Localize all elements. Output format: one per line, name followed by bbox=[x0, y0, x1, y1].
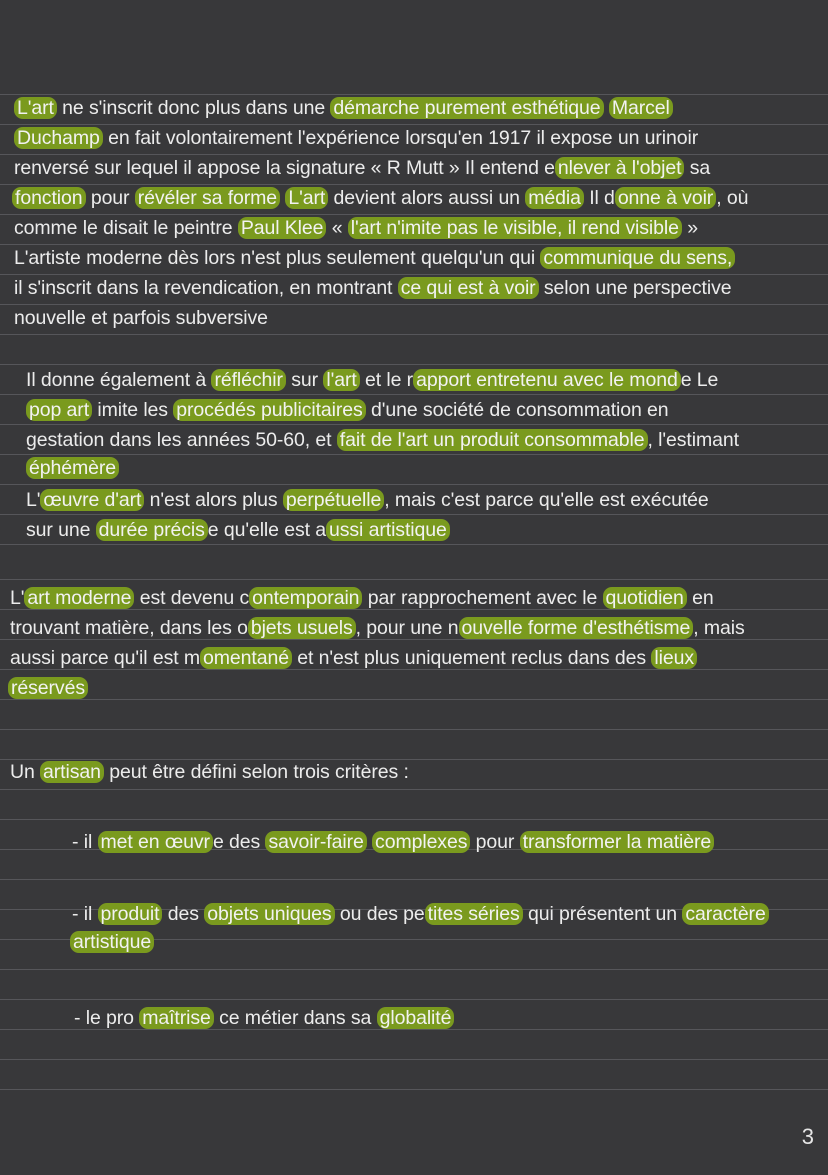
highlighted-text: l'art n'imite pas le visible, il rend visible bbox=[348, 217, 682, 239]
highlighted-text: fonction bbox=[12, 187, 86, 209]
highlighted-text: réfléchir bbox=[211, 369, 285, 391]
text-segment: ce métier dans sa bbox=[213, 1007, 377, 1029]
text-segment: , où bbox=[716, 187, 749, 209]
text-segment: et n'est plus uniquement reclus dans des bbox=[291, 647, 652, 669]
text-segment: L' bbox=[10, 587, 25, 609]
text-line bbox=[14, 246, 735, 270]
text-segment: trouvant matière, dans les o bbox=[10, 617, 248, 639]
text-segment: e Le bbox=[680, 369, 719, 391]
text-segment: e des bbox=[212, 831, 266, 853]
text-segment: et le r bbox=[359, 369, 414, 391]
rule-line bbox=[0, 304, 828, 305]
text-line bbox=[14, 96, 673, 120]
text-line bbox=[26, 398, 669, 422]
highlighted-text: ussi artistique bbox=[326, 519, 450, 541]
highlighted-text: apport entretenu avec le mond bbox=[413, 369, 681, 391]
highlighted-text: onne à voir bbox=[615, 187, 716, 209]
highlighted-text: savoir-faire bbox=[265, 831, 366, 853]
rule-line bbox=[0, 184, 828, 185]
text-segment: - il bbox=[72, 903, 98, 925]
text-segment: il s'inscrit dans la revendication, en montrant bbox=[14, 277, 398, 299]
text-segment: - il bbox=[72, 831, 98, 853]
text-segment: gestation dans les années 50-60, et bbox=[26, 429, 337, 451]
rule-line bbox=[0, 514, 828, 515]
text-segment: qui présentent un bbox=[522, 903, 683, 925]
highlighted-text: média bbox=[525, 187, 584, 209]
text-line bbox=[12, 186, 748, 210]
text-segment: pour bbox=[85, 187, 135, 209]
rule-line bbox=[0, 879, 828, 880]
rule-line bbox=[0, 124, 828, 125]
text-segment: comme le disait le peintre bbox=[14, 217, 238, 239]
rule-line bbox=[0, 454, 828, 455]
highlighted-text: nlever à l'objet bbox=[555, 157, 685, 179]
highlighted-text: ouvelle forme d'esthétisme bbox=[459, 617, 694, 639]
rule-line bbox=[0, 244, 828, 245]
text-segment: en bbox=[686, 587, 714, 609]
rule-line bbox=[0, 789, 828, 790]
rule-line bbox=[0, 424, 828, 425]
highlighted-text: artisan bbox=[40, 761, 104, 783]
rule-line bbox=[0, 699, 828, 700]
rule-line bbox=[0, 729, 828, 730]
text-segment: en fait volontairement l'expérience lorsqu'en 1917 il expose un urinoir bbox=[102, 127, 699, 149]
text-segment: des bbox=[162, 903, 205, 925]
text-segment: par rapprochement avec le bbox=[362, 587, 603, 609]
highlighted-text: omentané bbox=[200, 647, 292, 669]
text-line bbox=[26, 368, 718, 392]
text-segment: sur bbox=[285, 369, 324, 391]
rule-line bbox=[0, 394, 828, 395]
text-line bbox=[26, 488, 709, 512]
text-segment: ou des pe bbox=[334, 903, 425, 925]
rule-line bbox=[0, 579, 828, 580]
text-segment: , mais c'est parce qu'elle est exécutée bbox=[384, 489, 709, 511]
text-segment: peut être défini selon trois critères : bbox=[103, 761, 409, 783]
highlighted-text: maîtrise bbox=[139, 1007, 214, 1029]
text-line bbox=[10, 646, 697, 670]
text-segment: , mais bbox=[693, 617, 745, 639]
text-segment: ne s'inscrit donc plus dans une bbox=[56, 97, 331, 119]
highlighted-text: L'art bbox=[14, 97, 57, 119]
highlighted-text: perpétuelle bbox=[283, 489, 384, 511]
text-line bbox=[14, 216, 698, 240]
highlighted-text: ontemporain bbox=[249, 587, 362, 609]
highlighted-text: met en œuvr bbox=[98, 831, 213, 853]
highlighted-text: quotidien bbox=[603, 587, 687, 609]
text-line bbox=[70, 930, 154, 954]
text-line bbox=[26, 428, 739, 452]
text-segment: sur une bbox=[26, 519, 96, 541]
text-segment: , l'estimant bbox=[647, 429, 739, 451]
rule-line bbox=[0, 999, 828, 1000]
highlighted-text: complexes bbox=[372, 831, 470, 853]
text-line bbox=[14, 306, 268, 330]
text-line bbox=[74, 1006, 454, 1030]
highlighted-text: art moderne bbox=[24, 587, 134, 609]
text-segment: e qu'elle est a bbox=[207, 519, 327, 541]
highlighted-text: fait de l'art un produit consommable bbox=[337, 429, 648, 451]
text-line bbox=[26, 456, 119, 480]
rule-line bbox=[0, 214, 828, 215]
rule-line bbox=[0, 484, 828, 485]
text-segment: devient alors aussi un bbox=[328, 187, 526, 209]
text-line bbox=[72, 902, 769, 926]
rule-line bbox=[0, 154, 828, 155]
text-segment: sa bbox=[684, 157, 711, 179]
highlighted-text: l'art bbox=[323, 369, 359, 391]
highlighted-text: durée précis bbox=[96, 519, 208, 541]
rule-line bbox=[0, 334, 828, 335]
highlighted-text: globalité bbox=[377, 1007, 455, 1029]
text-segment: d'une société de consommation en bbox=[365, 399, 669, 421]
rule-line bbox=[0, 1089, 828, 1090]
highlighted-text: œuvre d'art bbox=[40, 489, 144, 511]
rule-line bbox=[0, 364, 828, 365]
text-segment: L' bbox=[26, 489, 41, 511]
highlighted-text: L'art bbox=[285, 187, 328, 209]
highlighted-text: communique du sens, bbox=[540, 247, 735, 269]
text-segment: L'artiste moderne dès lors n'est plus seulement quelqu'un qui bbox=[14, 247, 541, 269]
text-line bbox=[10, 760, 409, 784]
text-segment: » bbox=[681, 217, 698, 239]
highlighted-text: Marcel bbox=[609, 97, 673, 119]
rule-line bbox=[0, 544, 828, 545]
page-number: 3 bbox=[801, 1124, 814, 1149]
highlighted-text: éphémère bbox=[26, 457, 119, 479]
highlighted-text: produit bbox=[98, 903, 163, 925]
text-line bbox=[10, 586, 714, 610]
text-segment: imite les bbox=[92, 399, 174, 421]
highlighted-text: lieux bbox=[651, 647, 697, 669]
rule-line bbox=[0, 819, 828, 820]
text-segment: nouvelle et parfois subversive bbox=[14, 307, 268, 329]
text-segment: renversé sur lequel il appose la signature « R Mutt » Il entend e bbox=[14, 157, 555, 179]
highlighted-text: procédés publicitaires bbox=[173, 399, 365, 421]
highlighted-text: démarche purement esthétique bbox=[330, 97, 603, 119]
text-line bbox=[8, 676, 88, 700]
text-line bbox=[72, 830, 714, 854]
highlighted-text: révéler sa forme bbox=[135, 187, 280, 209]
rule-line bbox=[0, 94, 828, 95]
text-segment: Un bbox=[10, 761, 41, 783]
rule-line bbox=[0, 274, 828, 275]
text-segment: Il donne également à bbox=[26, 369, 212, 391]
text-line bbox=[14, 276, 732, 300]
highlighted-text: ce qui est à voir bbox=[398, 277, 539, 299]
text-line bbox=[26, 518, 450, 542]
text-line bbox=[14, 156, 710, 180]
highlighted-text: tites séries bbox=[425, 903, 523, 925]
text-segment: aussi parce qu'il est m bbox=[10, 647, 201, 669]
text-segment: - le pro bbox=[74, 1007, 140, 1029]
highlighted-text: objets uniques bbox=[204, 903, 334, 925]
highlighted-text: artistique bbox=[70, 931, 154, 953]
rule-line bbox=[0, 1059, 828, 1060]
highlighted-text: caractère bbox=[682, 903, 768, 925]
text-segment: pour bbox=[470, 831, 520, 853]
text-segment: n'est alors plus bbox=[144, 489, 283, 511]
text-segment: Il d bbox=[583, 187, 615, 209]
highlighted-text: Duchamp bbox=[14, 127, 103, 149]
highlighted-text: bjets usuels bbox=[248, 617, 356, 639]
text-line bbox=[14, 126, 698, 150]
text-segment: est devenu c bbox=[134, 587, 250, 609]
rule-line bbox=[0, 969, 828, 970]
highlighted-text: réservés bbox=[8, 677, 88, 699]
highlighted-text: transformer la matière bbox=[520, 831, 715, 853]
text-segment: « bbox=[326, 217, 348, 239]
text-segment: selon une perspective bbox=[538, 277, 732, 299]
highlighted-text: Paul Klee bbox=[238, 217, 327, 239]
text-segment: , pour une n bbox=[355, 617, 459, 639]
text-line bbox=[10, 616, 745, 640]
highlighted-text: pop art bbox=[26, 399, 92, 421]
